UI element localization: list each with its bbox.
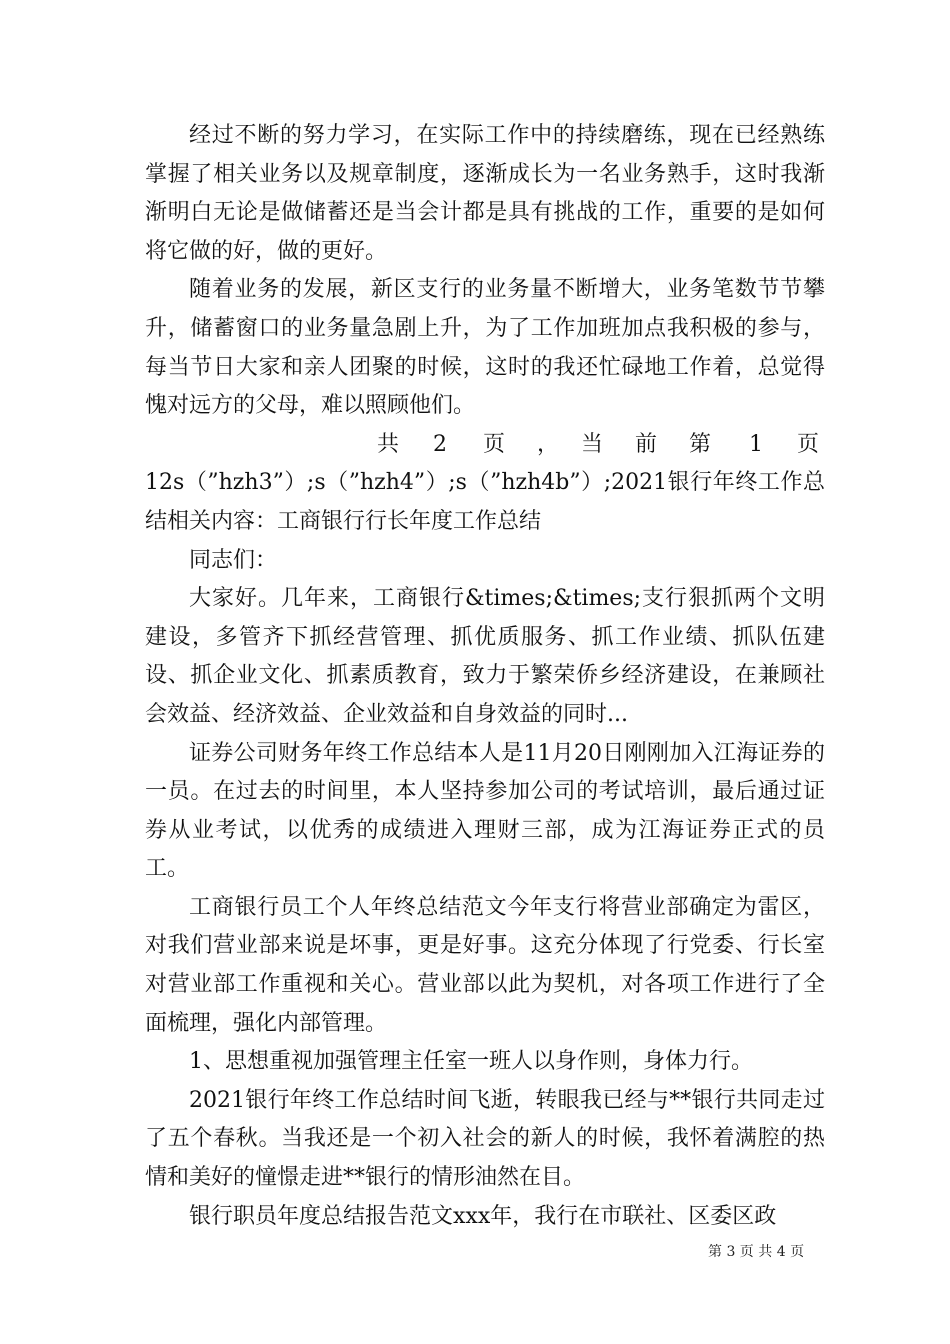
page-indicator-comma: ， [537,431,560,457]
page-indicator-ye: 页 [483,431,506,457]
page-footer: 第 3 页 共 4 页 [708,1244,805,1260]
paragraph-3: 大家好。几年来，工商银行&times;&times;支行狠抓两个文明建设，多管齐下抓经营管理、抓优质服务、抓工作业绩、抓队伍建设、抓企业文化、抓素质教育，致力于繁荣侨乡经济建设，在兼顾社会效益、经济效益、企业效益和自身效益的同时... [145,586,825,727]
paragraph-7: 2021银行年终工作总结时间飞逝，转眼我已经与**银行共同走过了五个春秋。当我还是一个初入社会的新人的时候，我怀着满腔的热情和美好的憧憬走进**银行的情形油然在目。 [145,1087,825,1191]
page-indicator [145,426,825,465]
page-indicator-qian: 前 [635,431,658,457]
page-indicator-di: 第 [689,431,712,457]
document-body [145,117,825,1236]
page-indicator-total: 2 [433,431,447,457]
inline-code-line: 12s（”hzh3”）;s（”hzh4”）;s（”hzh4b”）;2021银行年终工作总结相关内容：工商银行行长年度工作总结 [145,470,825,534]
paragraph-4: 证券公司财务年终工作总结本人是11月20日刚刚加入江海证券的一员。在过去的时间里，本人坚持参加公司的考试培训，最后通过证券从业考试，以优秀的成绩进入理财三部，成为江海证券正式的员工。 [145,740,825,882]
paragraph-8: 银行职员年度总结报告范文xxx年，我行在市联社、区委区政 [189,1203,777,1229]
page-indicator-dang: 当 [581,431,604,457]
paragraph-greeting: 同志们： [189,547,278,573]
paragraph-5: 工商银行员工个人年终总结范文今年支行将营业部确定为雷区，对我们营业部来说是坏事，更是好事。这充分体现了行党委、行长室对营业部工作重视和关心。营业部以此为契机，对各项工作进行了全面梳理，强化内部管理。 [145,894,825,1036]
page-indicator-ye-2: 页 [797,431,820,457]
page-indicator-current: 1 [749,431,763,457]
page-indicator-gong: 共 [377,431,400,457]
paragraph-2: 随着业务的发展，新区支行的业务量不断增大，业务笔数节节攀升，储蓄窗口的业务量急剧上升，为了工作加班加点我积极的参与，每当节日大家和亲人团聚的时候，这时的我还忙碌地工作着，总觉得愧对远方的父母，难以照顾他们。 [145,277,825,419]
paragraph-6: 1、思想重视加强管理主任室一班人以身作则，身体力行。 [189,1049,753,1075]
paragraph-1: 经过不断的努力学习，在实际工作中的持续磨练，现在已经熟练掌握了相关业务以及规章制度，逐渐成长为一名业务熟手，这时我渐渐明白无论是做储蓄还是当会计都是具有挑战的工作，重要的是如何将它做的好，做的更好。 [145,123,825,264]
